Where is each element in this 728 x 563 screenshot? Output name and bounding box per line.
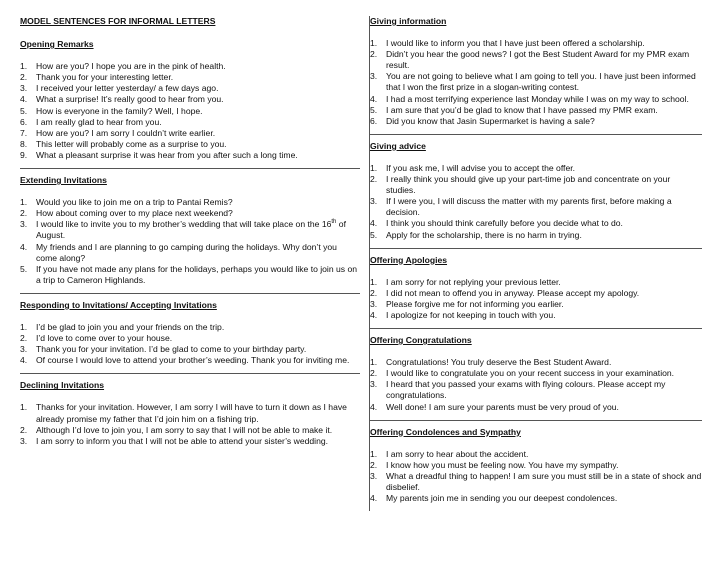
- list-item: [370, 460, 702, 471]
- list-item: [370, 449, 702, 460]
- sentence-text: How are you? I am sorry I couldn’t write earlier.: [36, 127, 216, 138]
- list-item: [370, 38, 702, 49]
- sentence-list: [20, 197, 360, 286]
- list-number: 2.: [370, 174, 378, 185]
- list-number: 5.: [20, 105, 28, 116]
- list-number: 2.: [20, 72, 28, 83]
- list-item: [20, 94, 360, 105]
- sentence-text: I received your letter yesterday/ a few days ago.: [36, 83, 219, 94]
- list-item: [20, 355, 360, 366]
- sentence-text: I am sorry for not replying your previous letter.: [386, 276, 561, 287]
- list-number: 4.: [370, 493, 378, 504]
- list-number: 2.: [20, 208, 28, 219]
- sentence-text: My parents join me in sending you our deepest condolences.: [386, 493, 618, 504]
- list-number: 6.: [20, 116, 28, 127]
- section-opening-remarks: [20, 39, 360, 161]
- sentence-text: I would like to inform you that I have just been offered a scholarship.: [386, 38, 645, 49]
- list-number: 3.: [370, 71, 378, 82]
- sentence-text: Apply for the scholarship, there is no harm in trying.: [386, 229, 582, 240]
- left-column: [20, 16, 360, 454]
- list-number: 1.: [370, 276, 378, 287]
- sentence-list: [370, 449, 702, 504]
- sentence-text: Thank you for your invitation. I’d be glad to come to your birthday party.: [36, 344, 307, 355]
- list-item: [370, 368, 702, 379]
- sentence-text: I am sorry to hear about the accident.: [386, 448, 529, 459]
- sentence-text: I really think you should give up your part-time job and concentrate on your studies.: [386, 174, 671, 196]
- list-number: 3.: [20, 219, 28, 230]
- sentence-text: I had a most terrifying experience last Monday while I was on my way to school.: [386, 93, 689, 104]
- right-column-content: [370, 16, 702, 504]
- sentence-text: What a dreadful thing to happen! I am sure you must still be in a state of shock and disbelief.: [386, 470, 702, 492]
- list-item: [20, 83, 360, 94]
- list-number: 5.: [20, 263, 28, 274]
- list-number: 3.: [20, 83, 28, 94]
- sentence-list: [370, 163, 702, 241]
- section-heading: Declining Invitations: [20, 380, 105, 391]
- list-number: 4.: [370, 218, 378, 229]
- sentence-text: This letter will probably come as a surprise to you.: [36, 138, 227, 149]
- section-declining-invitations: [20, 373, 360, 446]
- sentence-list: [20, 61, 360, 161]
- sentence-text: Didn’t you hear the good news? I got the Best Student Award for my PMR exam result.: [386, 49, 690, 71]
- sentence-text: I would like to congratulate you on your recent success in your examination.: [386, 368, 675, 379]
- sentence-text: My friends and I are planning to go camping during the holidays. Why don’t you come along?: [36, 241, 337, 263]
- section-offering-congratulations: [370, 328, 702, 413]
- list-item: [20, 208, 360, 219]
- list-item: [20, 344, 360, 355]
- list-item: [370, 116, 702, 127]
- sentence-text: How is everyone in the family? Well, I hope.: [36, 105, 203, 116]
- sentence-text: Well done! I am sure your parents must be very proud of you.: [386, 401, 619, 412]
- list-number: 1.: [370, 162, 378, 173]
- list-number: 3.: [370, 470, 378, 481]
- list-number: 2.: [370, 49, 378, 60]
- sentence-text: I’d love to come over to your house.: [36, 333, 173, 344]
- section-heading: Giving information: [370, 16, 447, 26]
- sentence-text: I’d be glad to join you and your friends on the trip.: [36, 321, 225, 332]
- list-number: 3.: [370, 298, 378, 309]
- list-item: [20, 106, 360, 117]
- sentence-text: Congratulations! You truly deserve the Best Student Award.: [386, 357, 612, 368]
- list-item: [370, 230, 702, 241]
- list-number: 1.: [20, 197, 28, 208]
- list-number: 7.: [20, 127, 28, 138]
- sentence-text: If you ask me, I will advise you to accept the offer.: [386, 162, 575, 173]
- list-item: [20, 117, 360, 128]
- list-item: [370, 163, 702, 174]
- sentence-list: [370, 357, 702, 412]
- list-item: [20, 197, 360, 208]
- list-number: 3.: [20, 344, 28, 355]
- section-heading: Offering Apologies: [370, 254, 448, 265]
- section-heading: Offering Condolences and Sympathy: [370, 426, 521, 437]
- list-number: 1.: [20, 321, 28, 332]
- list-item: [20, 242, 360, 264]
- section-heading: Opening Remarks: [20, 39, 94, 50]
- list-number: 4.: [20, 94, 28, 105]
- sentence-text: I am sorry to inform you that I will not be able to attend your sister’s wedding.: [36, 435, 329, 446]
- list-number: 4.: [370, 309, 378, 320]
- list-item: [20, 436, 360, 447]
- sentence-text: I apologize for not keeping in touch with you.: [386, 309, 556, 320]
- list-item: [20, 333, 360, 344]
- list-number: 4.: [20, 241, 28, 252]
- list-item: [20, 139, 360, 150]
- sentence-text: If I were you, I will discuss the matter with my parents first, before making a decision.: [386, 196, 672, 218]
- list-item: [370, 493, 702, 504]
- sentence-text: Thank you for your interesting letter.: [36, 72, 174, 83]
- list-item: [370, 94, 702, 105]
- section-heading: Extending Invitations: [20, 175, 107, 186]
- section-offering-condolences-and-sympathy: [370, 420, 702, 505]
- section-giving-information: [370, 16, 702, 127]
- sentence-text: Did you know that Jasin Supermarket is having a sale?: [386, 115, 595, 126]
- list-item: [370, 379, 702, 401]
- sentence-text: How about coming over to my place next weekend?: [36, 208, 233, 219]
- section-heading: Responding to Invitations/ Accepting Invitations: [20, 299, 217, 310]
- list-item: [20, 219, 360, 241]
- list-item: [20, 61, 360, 72]
- list-number: 1.: [370, 357, 378, 368]
- sentence-text: I did not mean to offend you in anyway. Please accept my apology.: [386, 287, 640, 298]
- section-responding-to-invitations-accepting-invitations: [20, 293, 360, 366]
- list-item: [20, 425, 360, 436]
- list-number: 1.: [370, 38, 378, 49]
- list-item: [20, 150, 360, 161]
- left-column-content: [20, 16, 360, 447]
- list-item: [370, 277, 702, 288]
- list-item: [370, 299, 702, 310]
- sentence-text: I heard that you passed your exams with flying colours. Please accept my congratulations.: [386, 379, 666, 401]
- list-item: [370, 49, 702, 71]
- sentence-text: I think you should think carefully before you decide what to do.: [386, 218, 623, 229]
- sentence-text: You are not going to believe what I am going to tell you. I have just been informed that I won the first prize in a slogan-writing contest.: [386, 71, 696, 93]
- sentence-list: [20, 322, 360, 366]
- sentence-text: What a pleasant surprise it was hear from you after such a long time.: [36, 149, 298, 160]
- list-number: 5.: [370, 229, 378, 240]
- list-item: [370, 471, 702, 493]
- sentence-text: What a surprise! It’s really good to hear from you.: [36, 94, 224, 105]
- list-item: [370, 218, 702, 229]
- list-number: 2.: [20, 424, 28, 435]
- list-number: 6.: [370, 115, 378, 126]
- section-offering-apologies: [370, 248, 702, 321]
- list-number: 4.: [370, 401, 378, 412]
- list-number: 2.: [370, 368, 378, 379]
- list-item: [370, 310, 702, 321]
- list-number: 1.: [20, 61, 28, 72]
- sentence-list: [20, 402, 360, 446]
- list-number: 2.: [20, 333, 28, 344]
- list-number: 3.: [370, 379, 378, 390]
- list-number: 8.: [20, 138, 28, 149]
- section-heading: Offering Congratulations: [370, 335, 472, 346]
- sentence-list: [370, 38, 702, 127]
- sentence-text: I am really glad to hear from you.: [36, 116, 162, 127]
- list-item: [370, 105, 702, 116]
- list-number: 4.: [20, 355, 28, 366]
- list-item: [370, 402, 702, 413]
- section-heading: Giving advice: [370, 140, 426, 151]
- list-item: [370, 357, 702, 368]
- sentence-text: Please forgive me for not informing you earlier.: [386, 298, 564, 309]
- list-number: 3.: [370, 196, 378, 207]
- list-number: 9.: [20, 149, 28, 160]
- left-sections: [20, 39, 360, 447]
- sentence-text: I know how you must be feeling now. You have my sympathy.: [386, 459, 619, 470]
- right-column: [369, 16, 702, 511]
- list-number: 2.: [370, 459, 378, 470]
- list-item: [20, 72, 360, 83]
- list-number: 5.: [370, 104, 378, 115]
- list-item: [370, 174, 702, 196]
- sentence-text: How are you? I hope you are in the pink of health.: [36, 61, 226, 72]
- sentence-text: Of course I would love to attend your brother’s weeding. Thank you for inviting me.: [36, 355, 350, 366]
- document-title: MODEL SENTENCES FOR INFORMAL LETTERS: [20, 16, 216, 26]
- sentence-text: I would like to invite you to my brother’s wedding that will take place on the 16: [36, 219, 332, 230]
- list-item: [20, 264, 360, 286]
- sentence-text-continued: of August.: [36, 219, 346, 241]
- ordinal-suffix: th: [331, 219, 337, 226]
- list-number: 1.: [20, 402, 28, 413]
- sentence-text: Would you like to join me on a trip to Pantai Remis?: [36, 197, 233, 208]
- list-number: 1.: [370, 448, 378, 459]
- list-item: [20, 128, 360, 139]
- list-item: [20, 402, 360, 424]
- list-number: 4.: [370, 93, 378, 104]
- sentence-list: [370, 277, 702, 321]
- list-item: [370, 288, 702, 299]
- sentence-text: Thanks for your invitation. However, I am sorry I will have to turn it down as I have already promise my father that I’d join him on a fishing trip.: [36, 402, 347, 424]
- list-number: 2.: [370, 287, 378, 298]
- sentence-text: If you have not made any plans for the holidays, perhaps you would like to join us on a trip to Cameron Highlands.: [36, 263, 358, 285]
- list-item: [20, 322, 360, 333]
- list-number: 3.: [20, 435, 28, 446]
- sentence-text: Although I’d love to join you, I am sorry to say that I will not be able to make it.: [36, 424, 333, 435]
- list-item: [370, 71, 702, 93]
- sentence-text: I am sure that you’d be glad to know that I have passed my PMR exam.: [386, 104, 658, 115]
- section-extending-invitations: [20, 168, 360, 286]
- section-giving-advice: [370, 134, 702, 241]
- right-sections: [370, 16, 702, 504]
- list-item: [370, 196, 702, 218]
